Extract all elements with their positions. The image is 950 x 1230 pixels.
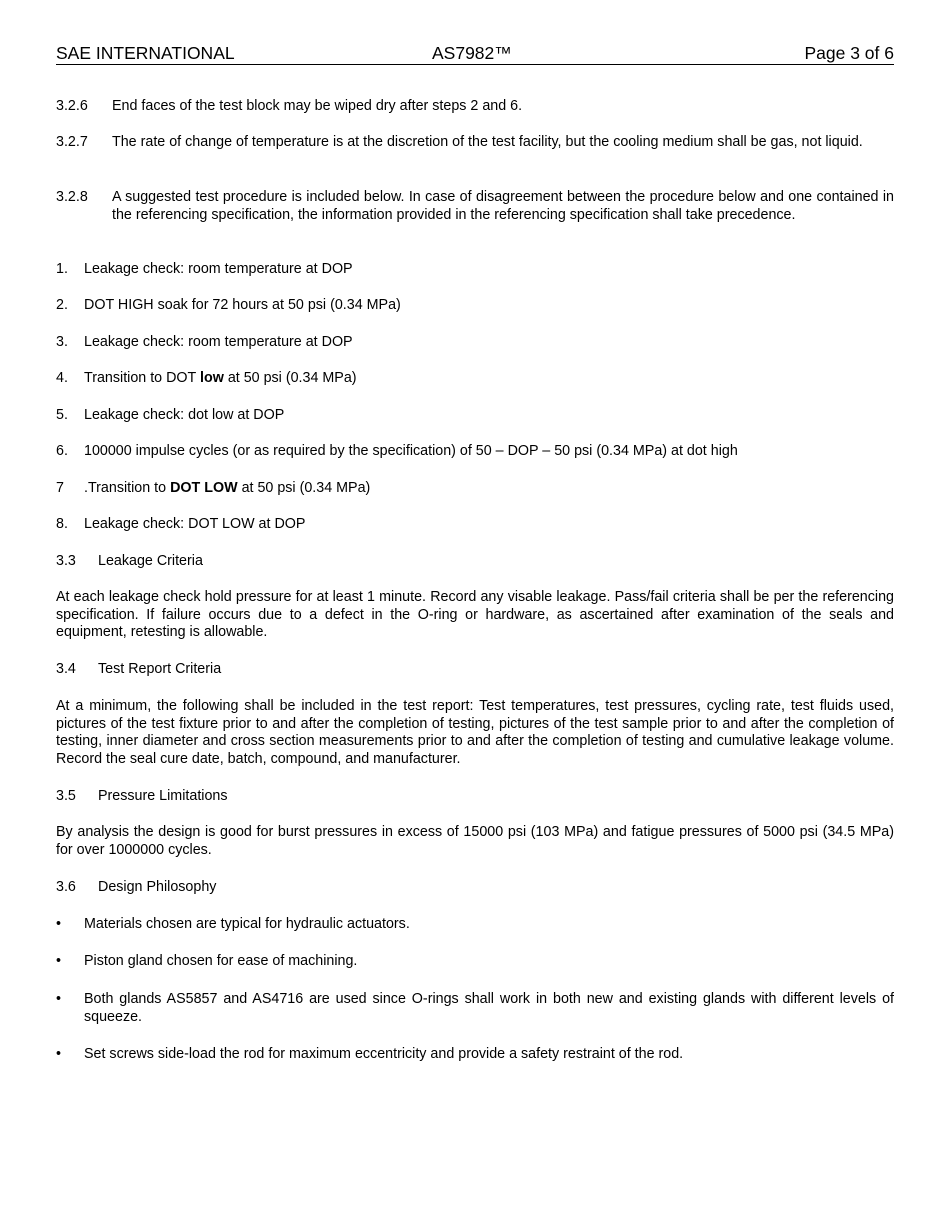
step-text: Leakage check: room temperature at DOP — [84, 334, 353, 350]
step-text — [84, 480, 894, 498]
section-body-3-3: At each leakage check hold pressure for at least 1 minute. Record any visable leakage. Pass/fail criteria shall be per the referencing specification. If failure occurs due to a defect in the O-ring or hardware, as ascertained after examination of the seals and equipment, retesting is allowable. — [56, 589, 894, 641]
bullet-item — [56, 916, 894, 934]
procedure-step-6 — [56, 443, 894, 461]
section-heading-3-5 — [56, 788, 894, 806]
bullet-text: Piston gland chosen for ease of machining. — [84, 953, 358, 969]
step-text: DOT HIGH soak for 72 hours at 50 psi (0.34 MPa) — [84, 297, 401, 313]
bullet-icon: • — [56, 1046, 62, 1062]
header-organization: SAE INTERNATIONAL — [56, 43, 235, 63]
step-text-bold: low — [200, 370, 224, 386]
section-number: 3.5 — [56, 788, 76, 804]
step-number: 4. — [56, 370, 68, 386]
clause-3-2-7 — [56, 134, 894, 152]
clause-number: 3.2.6 — [56, 98, 88, 114]
step-text-post: at 50 psi (0.34 MPa) — [223, 370, 357, 386]
header-document-number: AS7982™ — [432, 43, 512, 63]
clause-text: A suggested test procedure is included below. In case of disagreement between the procedure below and one contained in the referencing specification, the information provided in the referencing specification shall take precedence. — [112, 189, 894, 223]
clause-3-2-6 — [56, 98, 894, 116]
procedure-step-5 — [56, 407, 894, 425]
bullet-icon: • — [56, 953, 62, 969]
bullet-item — [56, 991, 894, 1026]
procedure-step-7 — [56, 480, 894, 498]
step-text-bold: DOT LOW — [170, 480, 238, 496]
section-heading-3-6 — [56, 879, 894, 897]
clause-text: End faces of the test block may be wiped dry after steps 2 and 6. — [112, 98, 523, 114]
bullet-icon: • — [56, 991, 62, 1007]
document-page — [56, 42, 894, 1062]
procedure-step-2 — [56, 297, 894, 315]
section-body-3-5: By analysis the design is good for burst pressures in excess of 15000 psi (103 MPa) and fatigue pressures of 5000 psi (34.5 MPa) for over 1000000 cycles. — [56, 824, 894, 858]
procedure-step-1 — [56, 261, 894, 279]
step-text-pre: Transition to DOT — [84, 370, 201, 386]
step-text — [84, 370, 894, 388]
step-number: 5. — [56, 407, 68, 423]
bullet-icon: • — [56, 916, 62, 932]
section-heading-3-3 — [56, 553, 894, 571]
bullet-text: Materials chosen are typical for hydraulic actuators. — [84, 916, 410, 932]
step-number: 7 — [56, 480, 64, 496]
step-text: Leakage check: dot low at DOP — [84, 407, 285, 423]
step-text: Leakage check: DOT LOW at DOP — [84, 516, 306, 532]
clause-text: The rate of change of temperature is at the discretion of the test facility, but the cooling medium shall be gas, not liquid. — [112, 134, 863, 150]
section-number: 3.3 — [56, 553, 76, 569]
section-body-3-4: At a minimum, the following shall be included in the test report: Test temperatures, test pressures, cycling rate, test fluids used, pictures of the test fixture prior to and after the completion of testing, pictures of the test sample prior to and after the completion of testing, inner diameter and cross section measurements prior to and after the completion of testing and cumulative leakage volume. Record the seal cure date, batch, compound, and manufacturer. — [56, 698, 894, 767]
section-number: 3.4 — [56, 661, 76, 677]
procedure-step-8 — [56, 516, 894, 534]
procedure-step-3 — [56, 334, 894, 352]
running-header — [56, 42, 894, 65]
section-number: 3.6 — [56, 879, 76, 895]
step-text-pre: .Transition to — [84, 480, 171, 496]
step-text-post: at 50 psi (0.34 MPa) — [237, 480, 371, 496]
step-number: 1. — [56, 261, 68, 277]
bullet-item — [56, 953, 894, 971]
section-title: Test Report Criteria — [98, 661, 222, 677]
step-number: 2. — [56, 297, 68, 313]
procedure-step-4 — [56, 370, 894, 388]
bullet-item — [56, 1046, 894, 1064]
step-text: 100000 impulse cycles (or as required by the specification) of 50 – DOP – 50 psi (0.34 MPa) at dot high — [84, 443, 738, 459]
clause-number: 3.2.8 — [56, 189, 88, 205]
step-number: 6. — [56, 443, 68, 459]
clause-number: 3.2.7 — [56, 134, 88, 150]
header-page-number: Page 3 of 6 — [804, 43, 894, 63]
step-text: Leakage check: room temperature at DOP — [84, 261, 353, 277]
section-title: Leakage Criteria — [98, 553, 203, 569]
bullet-text: Set screws side-load the rod for maximum eccentricity and provide a safety restraint of the rod. — [84, 1046, 684, 1062]
section-heading-3-4 — [56, 661, 894, 679]
step-number: 8. — [56, 516, 68, 532]
section-title: Design Philosophy — [98, 879, 217, 895]
step-number: 3. — [56, 334, 68, 350]
section-title: Pressure Limitations — [98, 788, 228, 804]
bullet-text: Both glands AS5857 and AS4716 are used since O-rings shall work in both new and existing glands with different levels of squeeze. — [84, 991, 894, 1025]
clause-3-2-8 — [56, 189, 894, 224]
